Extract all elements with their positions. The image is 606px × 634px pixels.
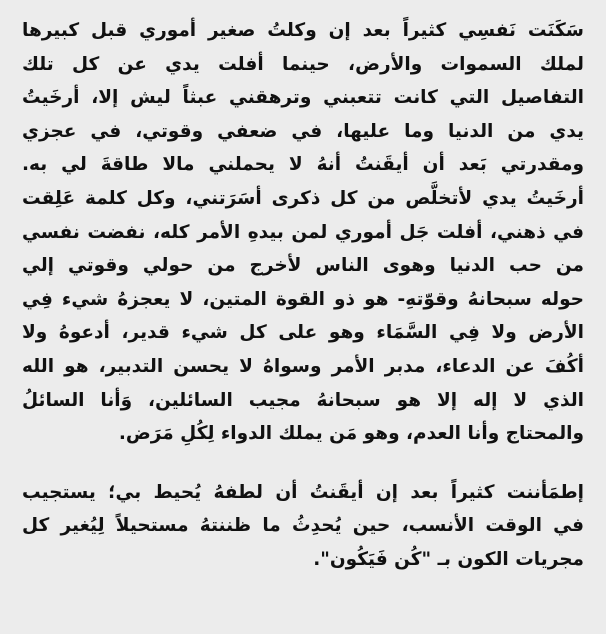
text-line: في ذهني، أفلت جَل أموري لمن بيدهِ الأمر كله، نفضت نفسي: [22, 221, 584, 243]
paragraph-gap: [22, 451, 584, 476]
text-line: مجريات الكون بـ "كُن فَيَكُون".: [313, 548, 584, 570]
text-line: من حب الدنيا وهوى الناس لأخرج من حولي وقوتي إلي: [22, 255, 584, 277]
text-line: ومقدرتي بَعد أن أيقَنتُ أنهُ لا يحملني مالا طاقةَ لي به.: [22, 154, 584, 176]
text-line: أرخَيتُ يدي لأتخلَّص من كل ذكرى أسَرَتني، وكل كلمة عَلِقت: [22, 187, 584, 209]
paragraph-2: [22, 476, 584, 577]
text-line: والمحتاج وأنا العدم، وهو مَن يملك الدواء لِكُلِ مَرَض.: [118, 423, 584, 445]
text-line: حوله سبحانهُ وقوّتهِ- هو ذو القوة المتين، لا يعجزهُ شيء فِي: [22, 288, 584, 310]
text-line: سَكَنَت نَفسِي كثيراً بعد إن وكلتُ صغير أموري قبل كبيرها: [22, 20, 584, 41]
text-line: يدي من الدنيا وما عليها، في ضعفي وقوتي، في عجزي: [22, 120, 584, 142]
paragraph-1: [22, 14, 584, 451]
text-line: إطمَأننت كثيراً بعد إن أيقَنتُ أن لطفهُ يُحيط بي؛ يستجيب: [22, 481, 584, 503]
text-line: في الوقت الأنسب، حين يُحدِثُ ما ظننتهُ مستحيلاً لِيُغير كل: [22, 515, 584, 537]
text-line: الذي لا إله إلا هو سبحانهُ مجيب السائلين، وَأنا السائلُ: [22, 389, 584, 411]
text-line: أكُفَ عن الدعاء، مدبر الأمر وسواهُ لا يحسن التدبير، هو الله: [22, 355, 584, 377]
text-line: الأرض ولا فِي السَّمَاء وهو على كل شيء قدير، أدعوهُ ولا: [22, 322, 584, 344]
text-line: التفاصيل التي كانت تتعبني وترهقني عبثاً ليش إلا، أرخَيتُ: [22, 87, 584, 109]
text-line: لملك السموات والأرض، حينما أفلت يدي عن كل تلك: [22, 53, 584, 75]
